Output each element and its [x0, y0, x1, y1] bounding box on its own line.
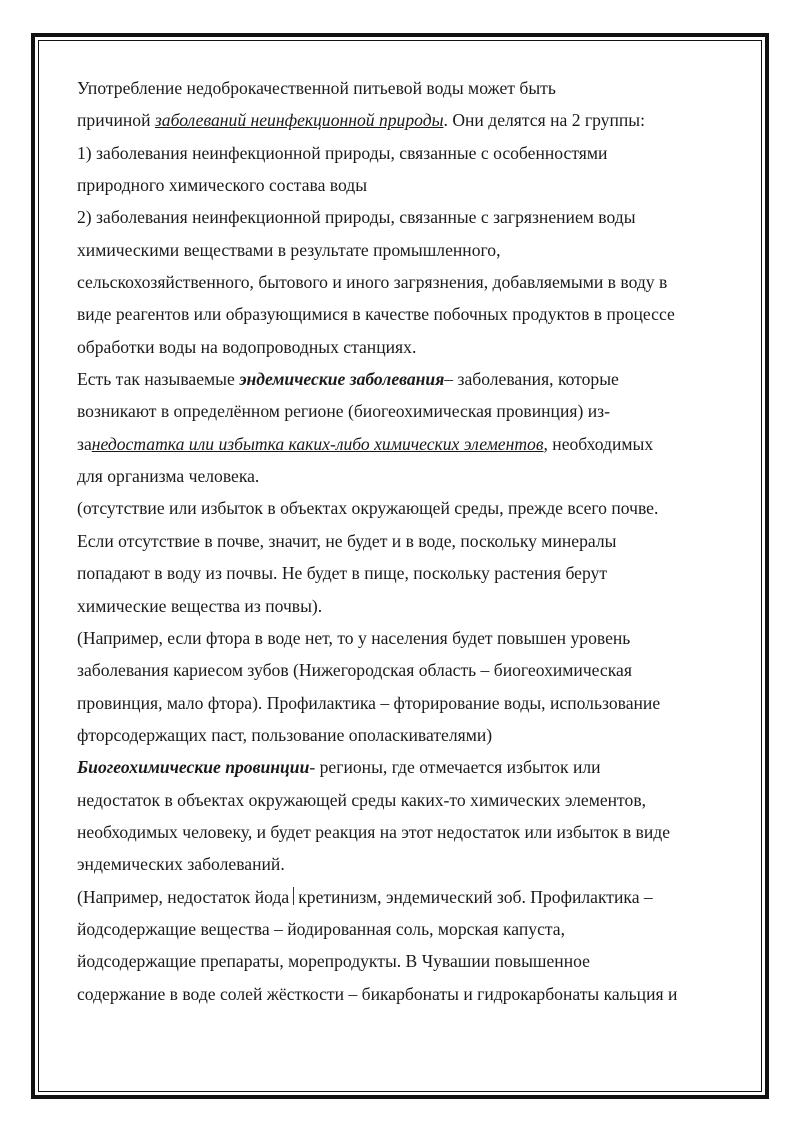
- text-line: фторсодержащих паст, пользование ополаскивателями): [77, 724, 493, 745]
- bold-term: эндемические заболевания: [239, 369, 445, 390]
- text-line: занедостатка или избытка каких-либо химических элементов, необходимых: [77, 433, 654, 454]
- text-line: 2) заболевания неинфекционной природы, связанные с загрязнением воды: [77, 207, 636, 228]
- text-line: недостаток в объектах окружающей среды каких-то химических элементов,: [77, 789, 647, 810]
- text-cursor-mark: [293, 887, 294, 905]
- text-line: содержание в воде солей жёсткости – бикарбонаты и гидрокарбонаты кальция и: [77, 983, 678, 1004]
- text-line: Биогеохимические провинции- регионы, где отмечается избыток или: [77, 757, 601, 778]
- text-line: химические вещества из почвы).: [77, 595, 323, 616]
- document-body: [77, 72, 727, 1010]
- text-line: химическими веществами в результате промышленного,: [77, 239, 501, 260]
- bold-term: Биогеохимические провинции: [77, 757, 310, 778]
- text-line: Есть так называемые эндемические заболевания– заболевания, которые: [77, 369, 619, 390]
- text-line: обработки воды на водопроводных станциях.: [77, 336, 417, 357]
- text-line: (отсутствие или избыток в объектах окружающей среды, прежде всего почве.: [77, 498, 659, 519]
- text-line: Употребление недоброкачественной питьевой воды может быть: [77, 78, 556, 98]
- emphasis-term: заболеваний неинфекционной природы: [154, 110, 444, 131]
- text-line: природного химического состава воды: [77, 175, 368, 196]
- text-line: провинция, мало фтора). Профилактика – фторирование воды, использование: [77, 692, 661, 713]
- text-line: Если отсутствие в почве, значит, не будет и в воде, поскольку минералы: [77, 530, 617, 551]
- text-line: возникают в определённом регионе (биогеохимическая провинция) из-: [77, 401, 610, 422]
- text-line: сельскохозяйственного, бытового и иного загрязнения, добавляемыми в воду в: [77, 272, 668, 293]
- text-line: виде реагентов или образующимися в качестве побочных продуктов в процессе: [77, 304, 675, 325]
- text-line: причиной заболеваний неинфекционной природы. Они делятся на 2 группы:: [77, 110, 646, 131]
- text-line: (Например, если фтора в воде нет, то у населения будет повышен уровень: [77, 627, 631, 648]
- emphasis-term: недостатка или избытка каких-либо химических элементов: [91, 433, 544, 454]
- text-line: заболевания кариесом зубов (Нижегородская область – биогеохимическая: [77, 660, 632, 681]
- text-line: эндемических заболеваний.: [77, 854, 285, 875]
- text-line: (Например, недостаток йода кретинизм, эндемический зоб. Профилактика –: [77, 886, 653, 907]
- text-line: необходимых человеку, и будет реакция на этот недостаток или избыток в виде: [77, 821, 671, 842]
- text-line: для организма человека.: [77, 466, 260, 487]
- text-line: йодсодержащие препараты, морепродукты. В Чувашии повышенное: [77, 951, 590, 972]
- text-line: 1) заболевания неинфекционной природы, связанные с особенностями: [77, 142, 608, 163]
- text-line: йодсодержащие вещества – йодированная соль, морская капуста,: [77, 918, 565, 939]
- text-line: попадают в воду из почвы. Не будет в пище, поскольку растения берут: [77, 563, 608, 584]
